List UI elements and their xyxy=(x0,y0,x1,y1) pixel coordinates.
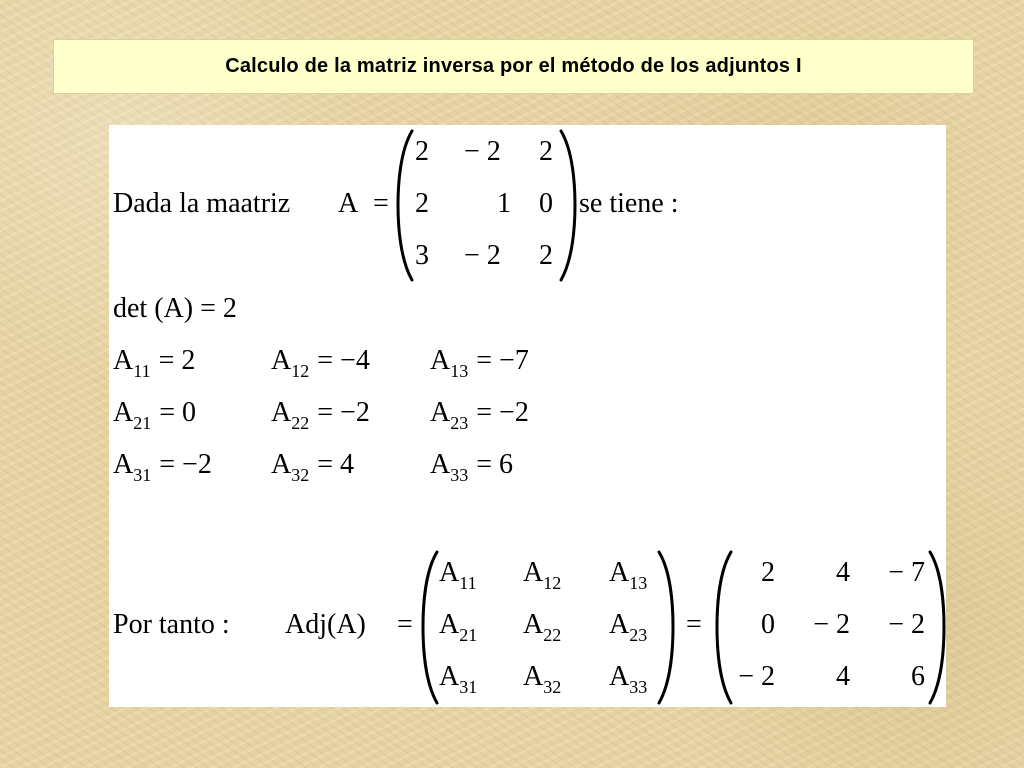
adj-symbolic-cell: $A_{11}$ xyxy=(439,557,477,593)
left-paren-matrix-a xyxy=(396,129,416,282)
matrix-a-cell: − 2 xyxy=(464,240,501,271)
adj-numeric-cell: − 2 xyxy=(888,609,925,640)
cofactor-value: = 2 xyxy=(158,345,196,376)
adj-symbolic-cell: $A_{32}$ xyxy=(523,661,562,697)
adj-equals-1: = xyxy=(397,609,413,640)
adj-symbolic-cell: $A_{22}$ xyxy=(523,609,562,645)
right-paren-adj-symbolic xyxy=(655,550,675,705)
cofactor-entry xyxy=(430,347,529,380)
cofactor-value: = −2 xyxy=(317,397,370,428)
left-paren-adj-symbolic xyxy=(421,550,441,705)
adj-symbolic-cell: $A_{23}$ xyxy=(609,609,648,645)
determinant-line: det (A) = 2 xyxy=(113,293,237,324)
matrix-name: A xyxy=(338,188,359,219)
matrix-a-cell: 2 xyxy=(539,136,553,167)
cofactor-entry xyxy=(430,399,529,432)
matrix-a-cell: 3 xyxy=(415,240,429,271)
cofactor-entry xyxy=(271,451,354,484)
cofactor-value: = −2 xyxy=(476,397,529,428)
content-panel xyxy=(109,125,946,707)
cofactor-label: $A_{23}$ xyxy=(430,397,469,433)
adj-numeric-cell: − 2 xyxy=(813,609,850,640)
cofactor-value: = −4 xyxy=(317,345,370,376)
cofactor-entry xyxy=(271,399,370,432)
cofactor-label: $A_{13}$ xyxy=(430,345,469,381)
adj-numeric-cell: 0 xyxy=(761,609,775,640)
cofactor-value: = −7 xyxy=(476,345,529,376)
adj-symbolic-cell: $A_{21}$ xyxy=(439,609,478,645)
matrix-a-cell: 2 xyxy=(539,240,553,271)
adj-label: Adj(A) xyxy=(285,609,366,640)
cofactor-value: = 0 xyxy=(159,397,197,428)
cofactor-label: $A_{21}$ xyxy=(113,397,152,433)
matrix-a-cell: 0 xyxy=(539,188,553,219)
adj-symbolic-cell: $A_{33}$ xyxy=(609,661,648,697)
adj-symbolic-cell: $A_{13}$ xyxy=(609,557,648,593)
adj-symbolic-cell: $A_{31}$ xyxy=(439,661,478,697)
adj-numeric-cell: 4 xyxy=(836,661,850,692)
intro-prefix: Dada la maatriz xyxy=(113,188,291,219)
matrix-a-cell: − 2 xyxy=(464,136,501,167)
cofactor-value: = −2 xyxy=(159,449,212,480)
adj-numeric-cell: 2 xyxy=(761,557,775,588)
matrix-a-cell: 2 xyxy=(415,188,429,219)
matrix-equals: = xyxy=(373,188,389,219)
slide-title: Calculo de la matriz inversa por el método de los adjuntos I xyxy=(225,55,802,77)
cofactor-entry xyxy=(113,451,212,484)
cofactor-entry xyxy=(113,347,195,380)
matrix-a-cell: 2 xyxy=(415,136,429,167)
right-paren-matrix-a xyxy=(557,129,577,282)
cofactor-entry xyxy=(430,451,513,484)
cofactor-label: $A_{12}$ xyxy=(271,345,310,381)
cofactor-value: = 6 xyxy=(476,449,514,480)
adj-symbolic-cell: $A_{12}$ xyxy=(523,557,562,593)
cofactor-value: = 4 xyxy=(317,449,355,480)
cofactor-label: $A_{31}$ xyxy=(113,449,152,485)
cofactor-label: $A_{22}$ xyxy=(271,397,310,433)
matrix-a-cell: 1 xyxy=(497,188,511,219)
cofactor-entry xyxy=(271,347,370,380)
adj-numeric-cell: − 7 xyxy=(888,557,925,588)
right-paren-adj-numeric xyxy=(926,550,946,705)
adj-equals-2: = xyxy=(686,609,702,640)
cofactor-entry xyxy=(113,399,196,432)
cofactor-label: $A_{11}$ xyxy=(113,345,151,381)
adj-numeric-cell: 4 xyxy=(836,557,850,588)
conclusion-prefix: Por tanto : xyxy=(113,609,230,640)
adj-numeric-cell: − 2 xyxy=(738,661,775,692)
title-box xyxy=(53,39,974,94)
adj-numeric-cell: 6 xyxy=(911,661,925,692)
intro-suffix: se tiene : xyxy=(579,188,679,219)
cofactor-label: $A_{32}$ xyxy=(271,449,310,485)
cofactor-label: $A_{33}$ xyxy=(430,449,469,485)
